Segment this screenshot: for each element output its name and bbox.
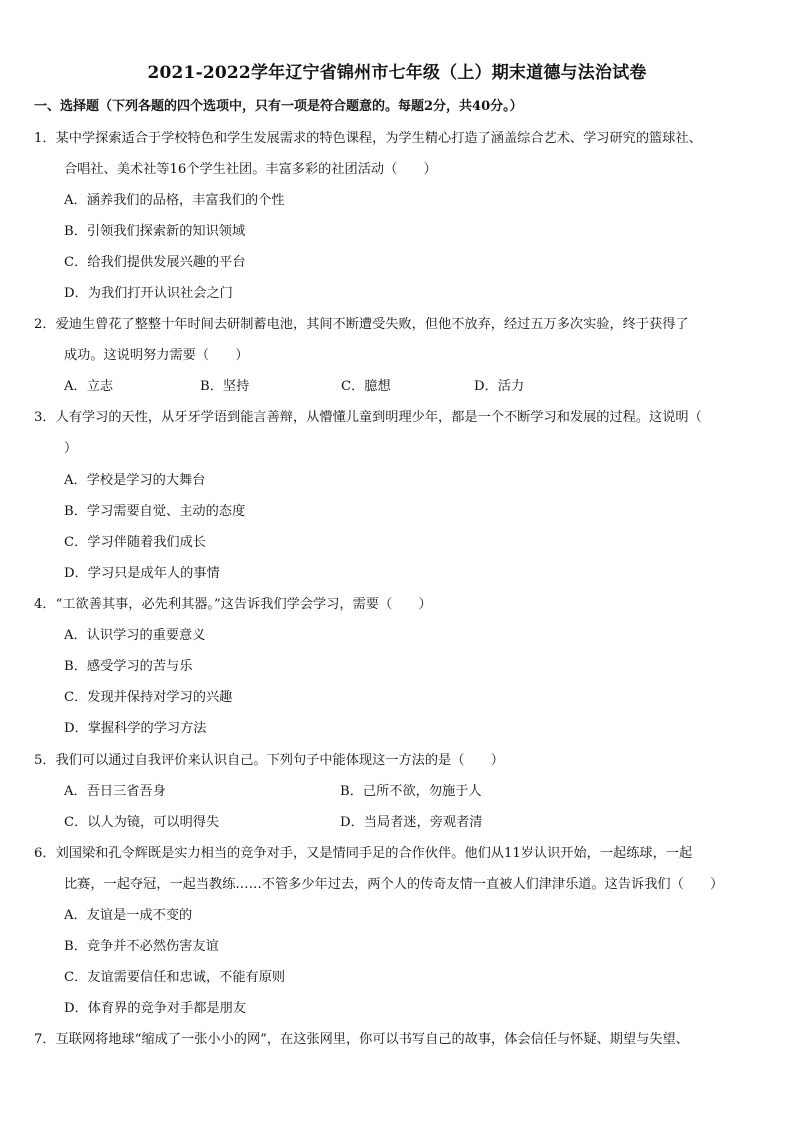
- question-4-option-c: C．发现并保持对学习的兴趣: [64, 690, 233, 705]
- question-1-option-a: A．涵养我们的品格，丰富我们的个性: [64, 193, 285, 208]
- question-7-line-1: 7．互联网将地球“缩成了一张小小的网”，在这张网里，你可以书写自己的故事，体会信任与怀疑、期望与失望、: [34, 1032, 689, 1047]
- question-5-option-a: A．吾日三省吾身: [64, 784, 166, 799]
- question-5-option-b: B．己所不欲，勿施于人: [340, 784, 482, 799]
- page-title: 2021-2022学年辽宁省锦州市七年级（上）期末道德与法治试卷: [147, 63, 647, 83]
- question-2-options: [64, 379, 764, 395]
- question-2-option-c: C．臆想: [341, 379, 391, 394]
- question-4-option-b: B．感受学习的苦与乐: [64, 659, 193, 674]
- question-6-option-a: A．友谊是一成不变的: [64, 908, 193, 923]
- question-3-option-b: B．学习需要自觉、主动的态度: [64, 504, 246, 519]
- question-1-line-1: 1．某中学探索适合于学校特色和学生发展需求的特色课程，为学生精心打造了涵盖综合艺术、学习研究的篮球社、: [34, 131, 702, 146]
- question-6-option-d: D．体育界的竞争对手都是朋友: [64, 1001, 247, 1016]
- question-2-line-2: 成功。这说明努力需要（ ）: [64, 348, 249, 363]
- question-6-line-2: 比赛，一起夺冠，一起当教练……不管多少年过去，两个人的传奇友情一直被人们津津乐道。这告诉我们（ ）: [64, 877, 724, 892]
- question-2-option-d: D．活力: [474, 379, 525, 394]
- question-1-option-b: B．引领我们探索新的知识领域: [64, 224, 246, 239]
- question-4-option-d: D．掌握科学的学习方法: [64, 721, 207, 736]
- question-4-line-1: 4．“工欲善其事，必先利其器。”这告诉我们学会学习，需要（ ）: [34, 597, 432, 612]
- question-5-option-d: D．当局者迷，旁观者清: [340, 815, 483, 830]
- question-2-option-a: A．立志: [64, 379, 114, 394]
- question-3-option-a: A．学校是学习的大舞台: [64, 473, 206, 488]
- question-4-option-a: A．认识学习的重要意义: [64, 628, 206, 643]
- question-6-option-b: B．竞争并不必然伤害友谊: [64, 939, 219, 954]
- question-3-line-1: 3．人有学习的天性，从牙牙学语到能言善辩，从懵懂儿童到明理少年，都是一个不断学习和发展的过程。这说明（: [34, 410, 702, 425]
- question-6-option-c: C．友谊需要信任和忠诚，不能有原则: [64, 970, 286, 985]
- question-5-option-c: C．以人为镜，可以明得失: [64, 815, 220, 830]
- section-heading: 一、选择题（下列各题的四个选项中，只有一项是符合题意的。每题2分，共40分。）: [34, 99, 523, 114]
- question-6-line-1: 6．刘国梁和孔令辉既是实力相当的竞争对手，又是情同手足的合作伙伴。他们从11岁认识开始，一起练球，一起: [34, 846, 693, 861]
- question-1-option-d: D．为我们打开认识社会之门: [64, 286, 233, 301]
- question-3-line-2: ）: [64, 441, 78, 456]
- question-5-line-1: 5．我们可以通过自我评价来认识自己。下列句子中能体现这一方法的是（ ）: [34, 753, 504, 768]
- question-1-line-2: 合唱社、美术社等16个学生社团。丰富多彩的社团活动（ ）: [64, 162, 437, 177]
- question-1-option-c: C．给我们提供发展兴趣的平台: [64, 255, 246, 270]
- question-2-line-1: 2．爱迪生曾花了整整十年时间去研制蓄电池，其间不断遭受失败，但他不放弃，经过五万多次实验，终于获得了: [34, 317, 689, 332]
- question-3-option-d: D．学习只是成年人的事情: [64, 566, 220, 581]
- question-2-option-b: B．坚持: [200, 379, 250, 394]
- question-5-options-row-1: [64, 784, 764, 800]
- question-3-option-c: C．学习伴随着我们成长: [64, 535, 206, 550]
- question-5-options-row-2: [64, 815, 764, 831]
